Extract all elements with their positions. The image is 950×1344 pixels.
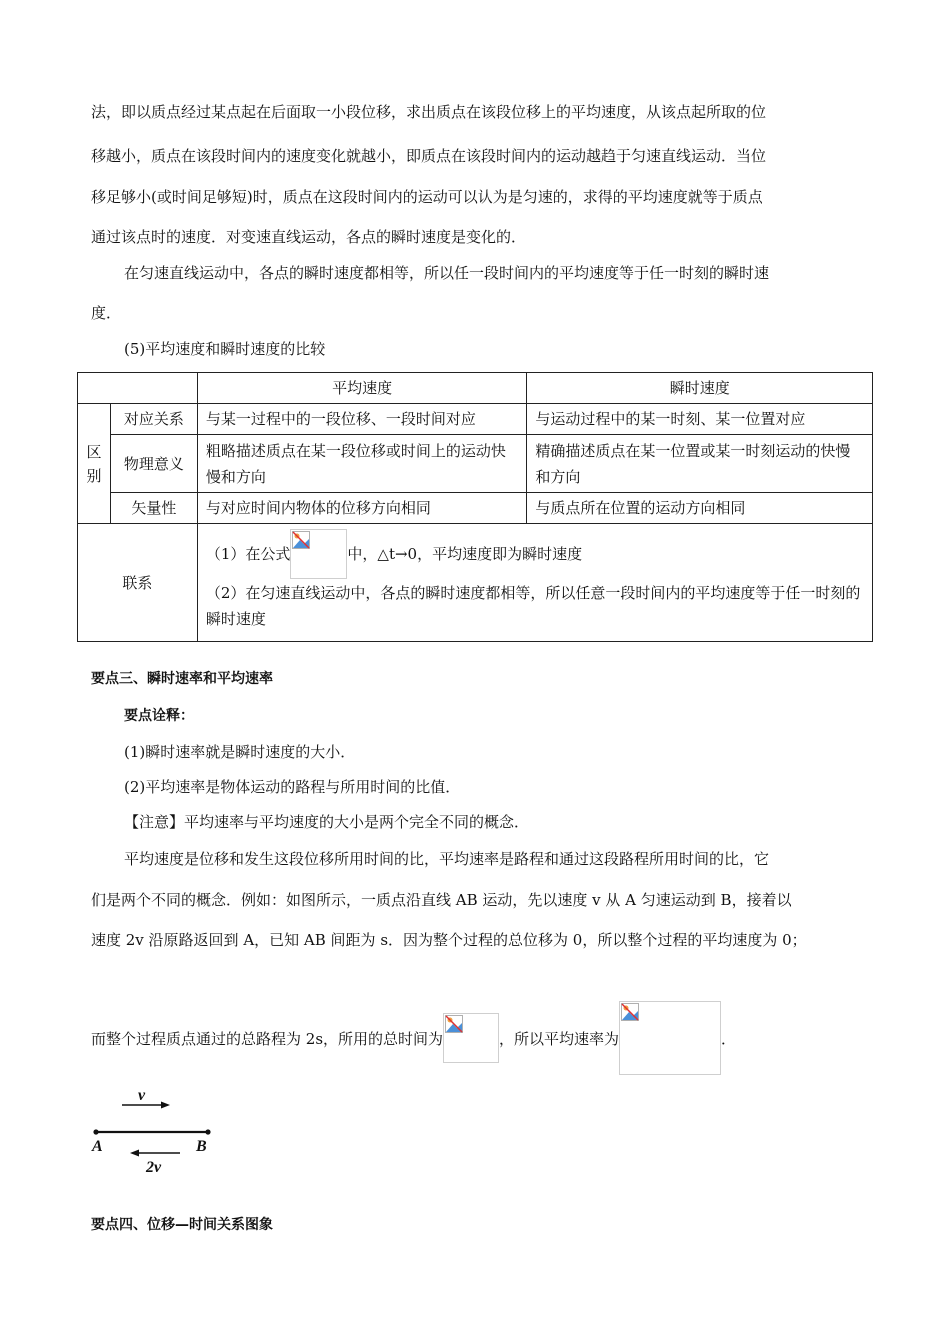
relation-label: 联系	[78, 524, 198, 642]
row-avg-cell: 粗略描述质点在某一段位移或时间上的运动快慢和方向	[197, 435, 527, 493]
section-4-heading: 要点四、位移—时间关系图象	[91, 1217, 273, 1233]
label-v: v	[138, 1087, 146, 1104]
row-label: 物理意义	[110, 435, 197, 493]
section-3-item-1: (1)瞬时速率就是瞬时速度的大小．	[124, 743, 356, 761]
return-arrow	[130, 1150, 180, 1157]
intro-line-1: 法，即以质点经过某点起在后面取一小段位移，求出质点在该段位移上的平均速度，从该点起所取的位	[91, 103, 767, 121]
intro-line-2: 移越小，质点在该段时间内的速度变化就越小，即质点在该段时间内的运动越趋于匀速直线运动．当位	[91, 147, 767, 165]
line-end-period: ．	[721, 1030, 737, 1048]
forward-arrow	[122, 1102, 170, 1109]
row-avg-cell: 与对应时间内物体的位移方向相同	[197, 493, 527, 524]
section-3-paragraph-line-3: 速度 2v 沿原路返回到 A，已知 AB 间距为 s．因为整个过程的总位移为 0，所以整个过程的平均速度为 0；	[91, 931, 807, 949]
avg-speed-text: ，所以平均速率为	[499, 1030, 620, 1048]
segment-ab	[93, 1129, 210, 1134]
relation-2-text: （2）在匀速直线运动中，各点的瞬时速度都相等，所以任意一段时间内的平均速度等于任一时刻的瞬时速度	[205, 584, 861, 628]
group-label-difference	[78, 404, 111, 524]
header-empty-cell	[78, 373, 198, 404]
broken-image-icon	[292, 531, 310, 549]
section-3-paragraph-line-2: 们是两个不同的概念．例如：如图所示，一质点沿直线 AB 运动，先以速度 v 从 A 匀速运动到 B，接着以	[91, 891, 792, 909]
speed-formula-image-placeholder	[619, 1001, 721, 1075]
row-avg-cell: 与某一过程中的一段位移、一段时间对应	[197, 404, 527, 435]
header-inst-velocity: 瞬时速度	[527, 373, 873, 404]
section-3-paragraph-line-1: 平均速度是位移和发生这段位移所用时间的比，平均速率是路程和通过这段路程所用时间的比，它	[124, 850, 770, 868]
motion-diagram	[88, 1080, 218, 1175]
broken-image-icon	[445, 1015, 463, 1033]
label-a: A	[92, 1138, 103, 1155]
comparison-subheading: (5)平均速度和瞬时速度的比较	[124, 340, 326, 358]
group-label-char-1: 区	[86, 442, 102, 461]
row-label: 矢量性	[110, 493, 197, 524]
row-inst-cell: 与运动过程中的某一时刻、某一位置对应	[527, 404, 873, 435]
label-2v: 2v	[146, 1159, 162, 1175]
section-3-item-2: (2)平均速率是物体运动的路程与所用时间的比值．	[124, 778, 461, 796]
total-path-text: 而整个过程质点通过的总路程为 2s，所用的总时间为	[91, 1030, 444, 1048]
section-3-subheading: 要点诠释：	[124, 708, 194, 724]
row-label: 对应关系	[110, 404, 197, 435]
broken-image-icon	[621, 1003, 639, 1021]
group-label-char-2: 别	[86, 466, 102, 485]
relation-cell	[197, 524, 872, 642]
formula-image-placeholder	[290, 529, 347, 579]
relation-1-suffix: 中，△t→0，平均速度即为瞬时速度	[347, 545, 583, 563]
intro-line-3: 移足够小(或时间足够短)时，质点在这段时间内的运动可以认为是匀速的，求得的平均速度就等于质点	[91, 188, 763, 206]
row-inst-cell: 与质点所在位置的运动方向相同	[527, 493, 873, 524]
time-formula-image-placeholder	[443, 1013, 499, 1063]
section-3-heading: 要点三、瞬时速率和平均速率	[91, 671, 273, 687]
section-3-note: 【注意】平均速率与平均速度的大小是两个完全不同的概念．	[124, 813, 530, 831]
label-b: B	[196, 1138, 207, 1155]
comparison-table	[77, 372, 873, 642]
relation-1-prefix: （1）在公式	[205, 545, 291, 563]
header-avg-velocity: 平均速度	[197, 373, 527, 404]
section-3-paragraph-line-4	[91, 1001, 736, 1075]
intro-line-4: 通过该点时的速度．对变速直线运动，各点的瞬时速度是变化的．	[91, 228, 527, 246]
intro-line-6: 度．	[91, 304, 122, 322]
row-inst-cell: 精确描述质点在某一位置或某一时刻运动的快慢和方向	[527, 435, 873, 493]
intro-line-5: 在匀速直线运动中，各点的瞬时速度都相等，所以任一段时间内的平均速度等于任一时刻的瞬时速	[124, 264, 770, 282]
